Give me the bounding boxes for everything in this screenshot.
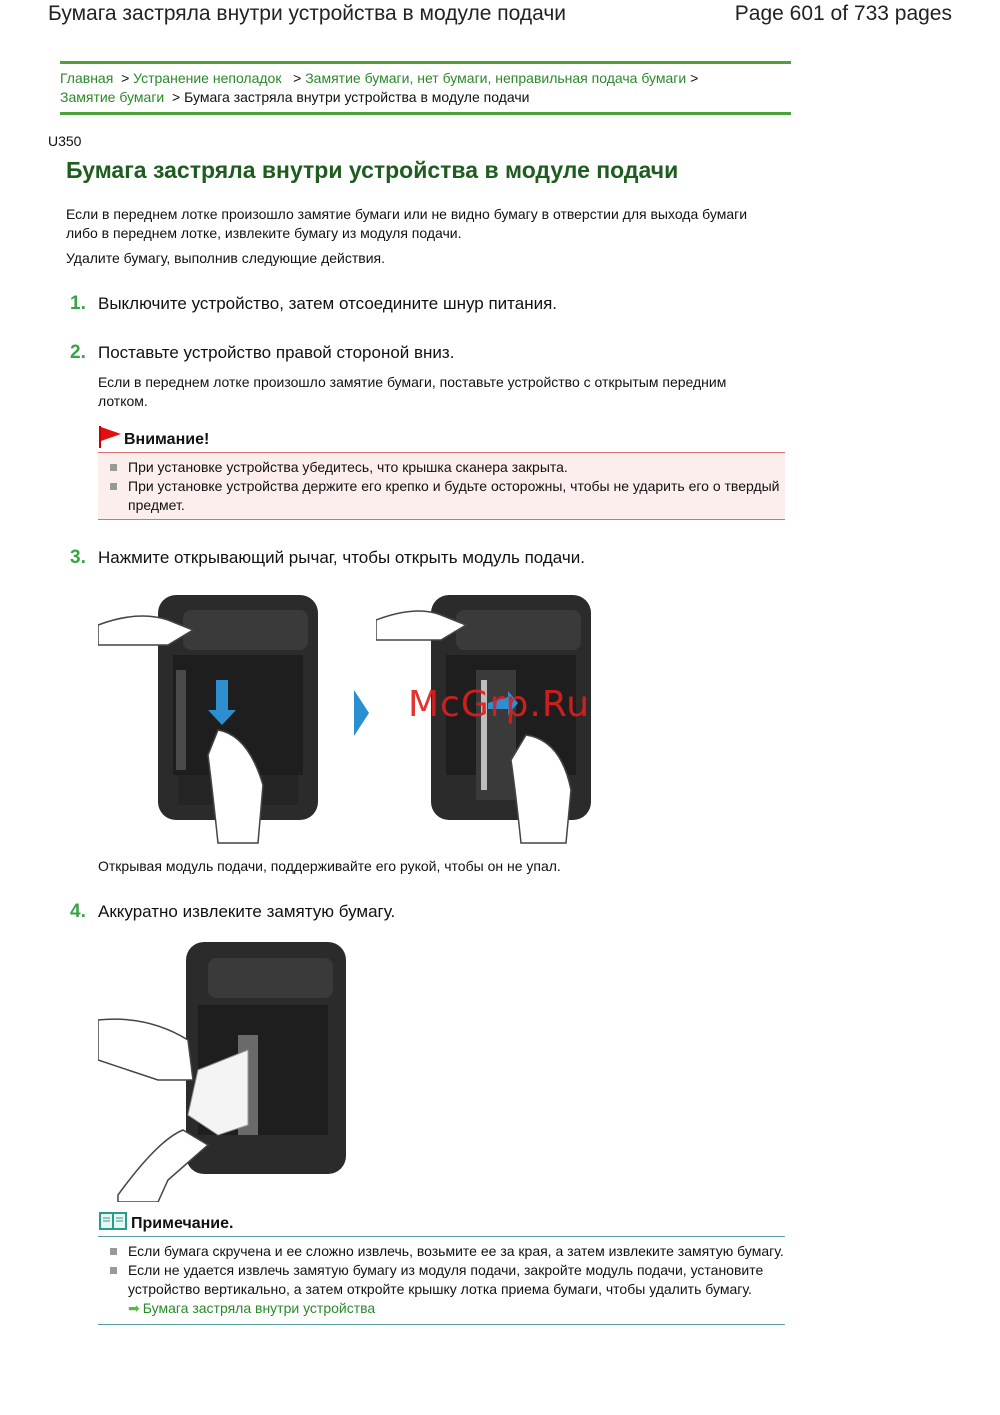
step-text: Поставьте устройство правой стороной вниз.: [98, 343, 455, 362]
model-label: U350: [48, 133, 82, 149]
caution-header: [98, 426, 785, 452]
caution-box: [98, 452, 785, 520]
breadcrumb-link-home[interactable]: Главная: [60, 70, 114, 86]
step-number: 2.: [70, 342, 86, 363]
note-item: Если бумага скручена и ее сложно извлечь, возьмите ее за края, а затем извлеките замятую бумагу.: [98, 1242, 785, 1261]
step-text: Аккуратно извлеките замятую бумагу.: [98, 902, 396, 921]
step-3: [70, 547, 585, 569]
caution-item: При установке устройства убедитесь, что крышка сканера закрыта.: [98, 458, 785, 477]
breadcrumb-current: Бумага застряла внутри устройства в модуле подачи: [184, 89, 530, 105]
breadcrumb: [60, 61, 791, 115]
book-icon: [98, 1210, 128, 1232]
intro-instruction: Удалите бумагу, выполнив следующие действия.: [66, 250, 385, 266]
step-2: [70, 342, 454, 364]
page-header-title: Бумага застряла внутри устройства в модуле подачи: [48, 2, 566, 25]
step-1: [70, 293, 557, 315]
page-counter: Page 601 of 733 pages: [734, 2, 952, 25]
related-topic-link-text: Бумага застряла внутри устройства: [142, 1300, 376, 1316]
breadcrumb-separator: >: [690, 70, 699, 86]
breadcrumb-link-paper-jams[interactable]: Замятие бумаги, нет бумаги, неправильная подача бумаги: [305, 70, 687, 86]
red-flag-icon: [98, 426, 122, 448]
caution-block: [98, 426, 785, 520]
blue-triangle-icon: [354, 690, 370, 741]
step-3-caption: Открывая модуль подачи, поддерживайте его рукой, чтобы он не упал.: [98, 858, 561, 874]
breadcrumb-separator: >: [121, 70, 130, 86]
note-label: Примечание.: [131, 1215, 234, 1232]
step-text: Нажмите открывающий рычаг, чтобы открыть модуль подачи.: [98, 548, 585, 567]
breadcrumb-link-paper-jam[interactable]: Замятие бумаги: [60, 89, 165, 105]
caution-item: При установке устройства держите его крепко и будьте осторожны, чтобы не ударить его о твердый предмет.: [98, 477, 785, 515]
note-item: Если не удается извлечь замятую бумагу из модуля подачи, закройте модуль подачи, установите устройство вертикально, а затем откройте крышку лотка приема бумаги, чтобы удалить бумагу.: [98, 1261, 785, 1299]
illustration-remove-paper: [98, 940, 348, 1207]
illustration-open-lever: [98, 585, 328, 850]
step-number: 1.: [70, 293, 86, 314]
watermark-text: McGrp.Ru: [408, 684, 591, 725]
step-number: 4.: [70, 901, 86, 922]
page-title: Бумага застряла внутри устройства в модуле подачи: [66, 157, 679, 183]
step-2-detail: Если в переднем лотке произошло замятие бумаги, поставьте устройство с открытым передним лотком.: [98, 374, 727, 409]
note-block: [98, 1210, 785, 1325]
step-4: [70, 901, 395, 923]
breadcrumb-separator: >: [293, 70, 302, 86]
note-header: [98, 1210, 785, 1237]
step-text: Выключите устройство, затем отсоедините шнур питания.: [98, 294, 558, 313]
caution-label: Внимание!: [124, 431, 210, 448]
breadcrumb-link-troubleshooting[interactable]: Устранение неполадок: [133, 70, 282, 86]
breadcrumb-separator: >: [172, 89, 181, 105]
note-body: [98, 1237, 785, 1325]
green-arrow-icon: ➡: [128, 1300, 140, 1316]
related-topic-link[interactable]: [98, 1299, 785, 1318]
step-number: 3.: [70, 547, 86, 568]
intro-paragraph: Если в переднем лотке произошло замятие бумаги или не видно бумагу в отверстии для выхода бумаги либо в переднем лотке, извлеките бумагу из модуля подачи.: [66, 206, 748, 241]
